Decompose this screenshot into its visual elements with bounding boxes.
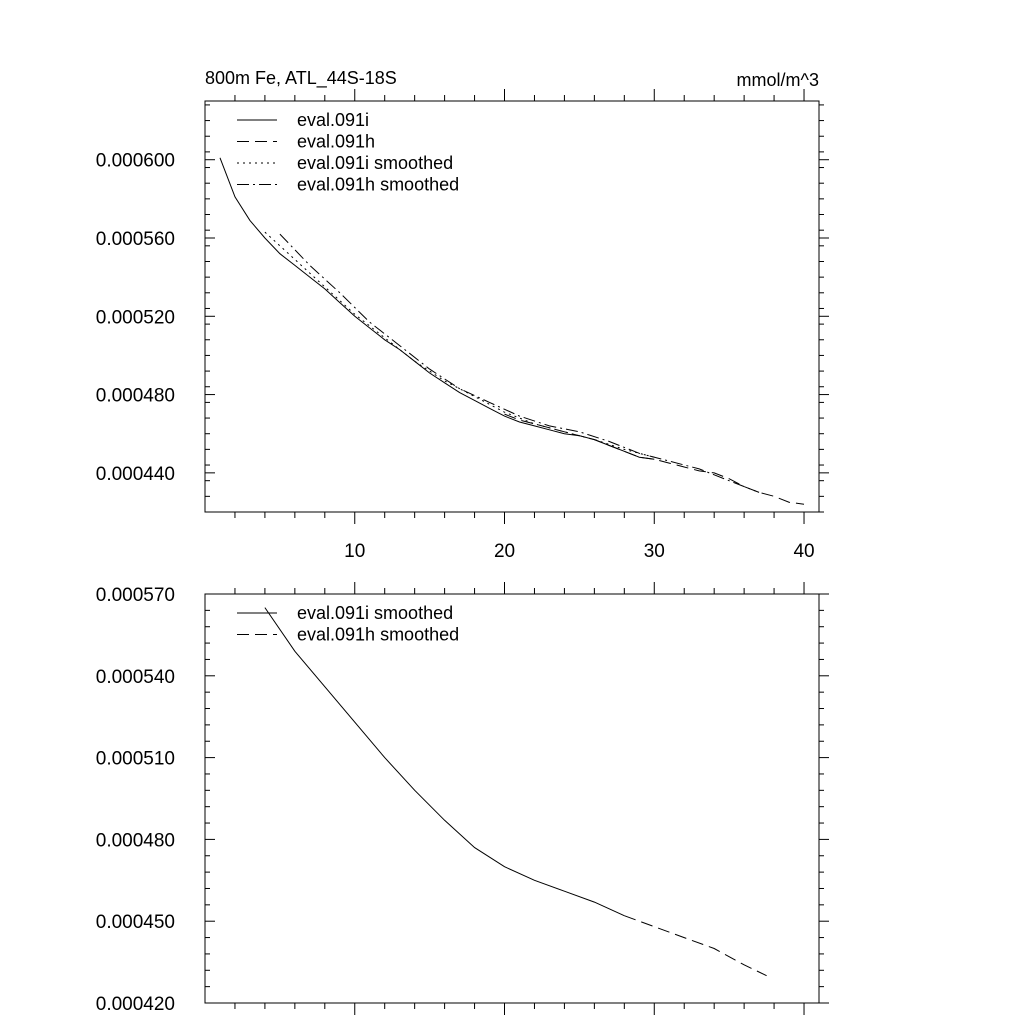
legend-entry: eval.091h smoothed (297, 624, 460, 645)
series-line (265, 608, 624, 916)
y-tick-label: 0.000440 (95, 463, 175, 485)
series-line (280, 234, 759, 492)
y-tick-label: 0.000480 (95, 385, 175, 407)
x-tick-label: 40 (793, 541, 815, 562)
y-tick-label: 0.000540 (95, 666, 175, 688)
y-tick-label: 0.000450 (95, 912, 175, 934)
plot-frame (205, 594, 819, 1003)
y-tick-label: 0.000600 (95, 150, 175, 172)
series-line (265, 232, 654, 457)
legend-entry: eval.091i smoothed (297, 153, 454, 173)
legend-entry: eval.091h smoothed (297, 174, 460, 195)
y-tick-label: 0.000480 (95, 830, 175, 852)
y-tick-label: 0.000520 (95, 307, 175, 329)
legend-entry: eval.091i (297, 110, 370, 130)
x-tick-label: 20 (493, 541, 516, 562)
bottom-panel (96, 582, 829, 1015)
legend-entry: eval.091i smoothed (297, 603, 454, 623)
x-tick-label: 10 (344, 541, 366, 562)
legend-entry: eval.091h (297, 131, 376, 152)
y-tick-label: 0.000420 (95, 994, 175, 1015)
series-line (220, 158, 654, 459)
y-tick-label: 0.000510 (95, 748, 175, 770)
y-tick-label: 0.000570 (95, 585, 175, 606)
x-tick-label: 30 (643, 541, 665, 562)
units-label: mmol/m^3 (736, 70, 819, 90)
series-line (624, 916, 766, 976)
chart-title: 800m Fe, ATL_44S-18S (205, 68, 397, 88)
top-panel (96, 68, 829, 562)
y-tick-label: 0.000560 (95, 229, 175, 250)
